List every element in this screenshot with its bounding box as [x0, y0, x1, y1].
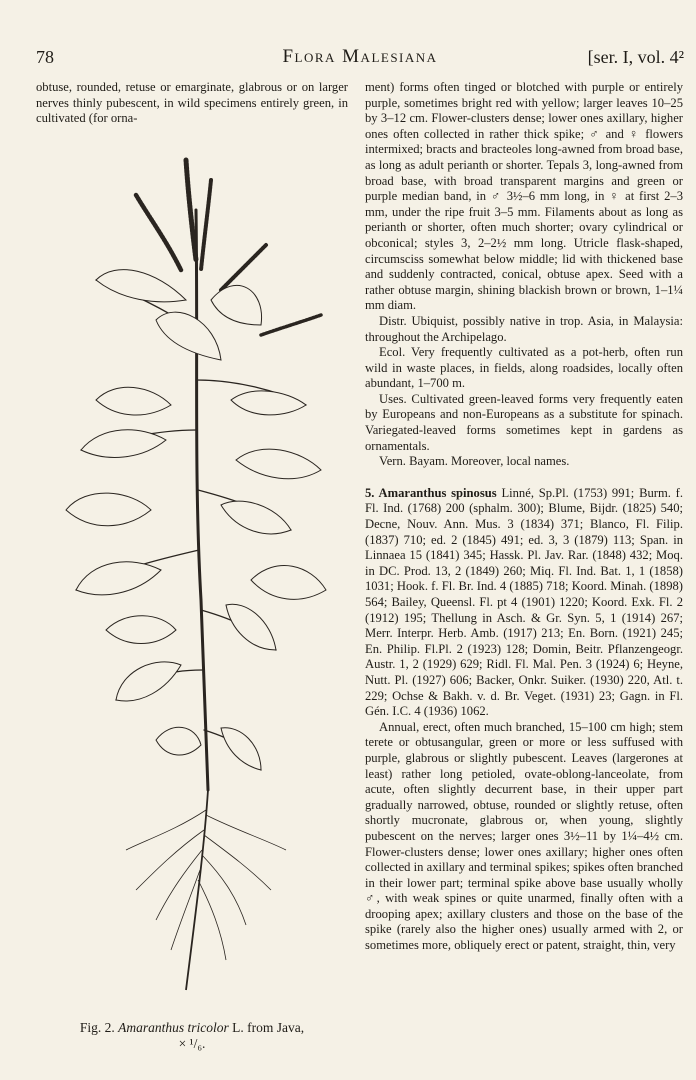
species-heading: 5. Amaranthus spinosus	[365, 485, 497, 500]
vernacular-paragraph: Vern. Bayam. Moreover, local names.	[379, 454, 570, 469]
left-column-paragraph: obtuse, rounded, retuse or emarginate, glabrous or on larger nerves thinly pubescent, in wild specimens entirely green, in cultivated (for orna-	[36, 80, 348, 126]
caption-scale: × ¹/₆.	[178, 1036, 206, 1051]
description-continued: ment) forms often tinged or blotched with purple or entirely purple, sometimes bright red with yellow; larger leaves 10–25 by 3–12 cm. Flower-clusters dense; lower ones axillary, higher ones often collected in rather thick spike; ♂ and ♀ flowers intermixed; bracts and bracteoles long-awned from broad base, as long as adult perianth or shorter. Tepals 3, long-awned from broad base, with broad transparent margins and green or purple median band, in ♂ 3½–6 mm long, in ♀ at first 2–3 mm, under the ripe fruit 3–5 mm. Filaments about as long as perianth or shorter, often much shorter; ovary cylindrical or obconical; styles 3, 2–2½ mm long. Utricle flask-shaped, circumsciss somewhat below middle; lid with thickened base and suddenly contracted, conical, obtuse apex. Seed with a rather obtuse margin, shining blackish brown or brown, 1–1¼ mm diam.	[365, 80, 683, 313]
left-column-text	[36, 80, 348, 127]
species-entry	[365, 486, 683, 720]
figure-caption	[36, 1020, 348, 1052]
page-header	[36, 44, 684, 70]
plant-illustration	[36, 150, 348, 1020]
distribution-paragraph: Distr. Ubiquist, possibly native in trop. Asia, in Malaysia: throughout the Archipelago.	[365, 313, 683, 344]
caption-prefix: Fig. 2.	[79, 1020, 115, 1035]
uses-paragraph: Uses. Cultivated green-leaved forms very frequently eaten by Europeans and non-Europeans as a substitute for spinach. Variegated-leaved forms sometimes kept in gardens as ornamentals.	[365, 391, 683, 453]
species-description: Annual, erect, often much branched, 15–100 cm high; stem terete or obtusangular, green or more or less suffused with purple, glabrous or slightly pubescent. Leaves (largerones at least) rather long petioled, ovate-oblong-lanceolate, from acute, often slightly decurrent base, in their upper part gradually narrowed, obtuse, rounded or slightly retuse, often shortly mucronate, glabrous or, when young, slightly pubescent on the nerves; larger ones 3½–11 by 1¼–4½ cm. Flower-clusters dense; lower ones axillary; higher ones often collected in axillary and terminal spikes; spikes often branched in their lower part; terminal spike above base usually wholly ♂, with weak spines or quite unarmed, finally often with a drooping apex; axillary clusters and those on the base of the spike (rarely also the higher ones) usually armed with 2, or sometimes more, obliquely erect or patent, straight, thin, very	[365, 719, 683, 953]
right-column-text	[365, 80, 683, 954]
section-spacer	[365, 470, 683, 486]
ecology-paragraph: Ecol. Very frequently cultivated as a pot-herb, often run wild in waste places, in fields, along roadsides, locally often abundant, 1–700 m.	[365, 345, 683, 391]
species-synonymy: Linné, Sp.Pl. (1753) 991; Burm. f. Fl. Ind. (1768) 200 (sphalm. 300); Blume, Bijdr. (1825) 540; Decne, Nouv. Ann. Mus. 3 (1834) 371; Blanco, Fl. Filip. (1837) 710; ed. 2 (1845) 491; ed. 3, 3 (1879) 113; Span. in Linnaea 15 (1841) 345; Hassk. Pl. Jav. Rar. (1848) 432; Moq. in DC. Prod. 13, 2 (1849) 260; Miq. Fl. Ind. Bat. 1, 1 (1858) 1031; Hook. f. Fl. Br. Ind. 4 (1885) 718; Koord. Minah. (1898) 564; Bailey, Queensl. Fl. pt 4 (1901) 1220; Koord. Exk. Fl. 2 (1912) 195; Thellung in Asch. & Gr. Syn. 5, 1 (1914) 267; Merr. Interpr. Herb. Amb. (1917) 213; En. Born. (1921) 245; En. Philip. Fl.Pl. 2 (1923) 128; Domin, Beitr. Pflanzengeogr. Austr. 1, 2 (1929) 629; Ridl. Fl. Mal. Pen. 3 (1924) 6; Heyne, Nutt. Pl. (1927) 606; Backer, Onkr. Suiker. (1930) 220, Atl. t. 229; Ochse & Bakh. v. d. Br. Veget. (1931) 23; Gagn. in Fl. Gén. I.C. 4 (1936) 1062.	[365, 485, 684, 719]
series-label: [ser. I, vol. 4²	[587, 47, 684, 67]
page-number: 78	[36, 47, 54, 67]
caption-rest: L. from Java,	[228, 1020, 305, 1035]
caption-species: Amaranthus tricolor	[118, 1020, 229, 1035]
running-title: Flora Malesiana	[282, 46, 438, 67]
